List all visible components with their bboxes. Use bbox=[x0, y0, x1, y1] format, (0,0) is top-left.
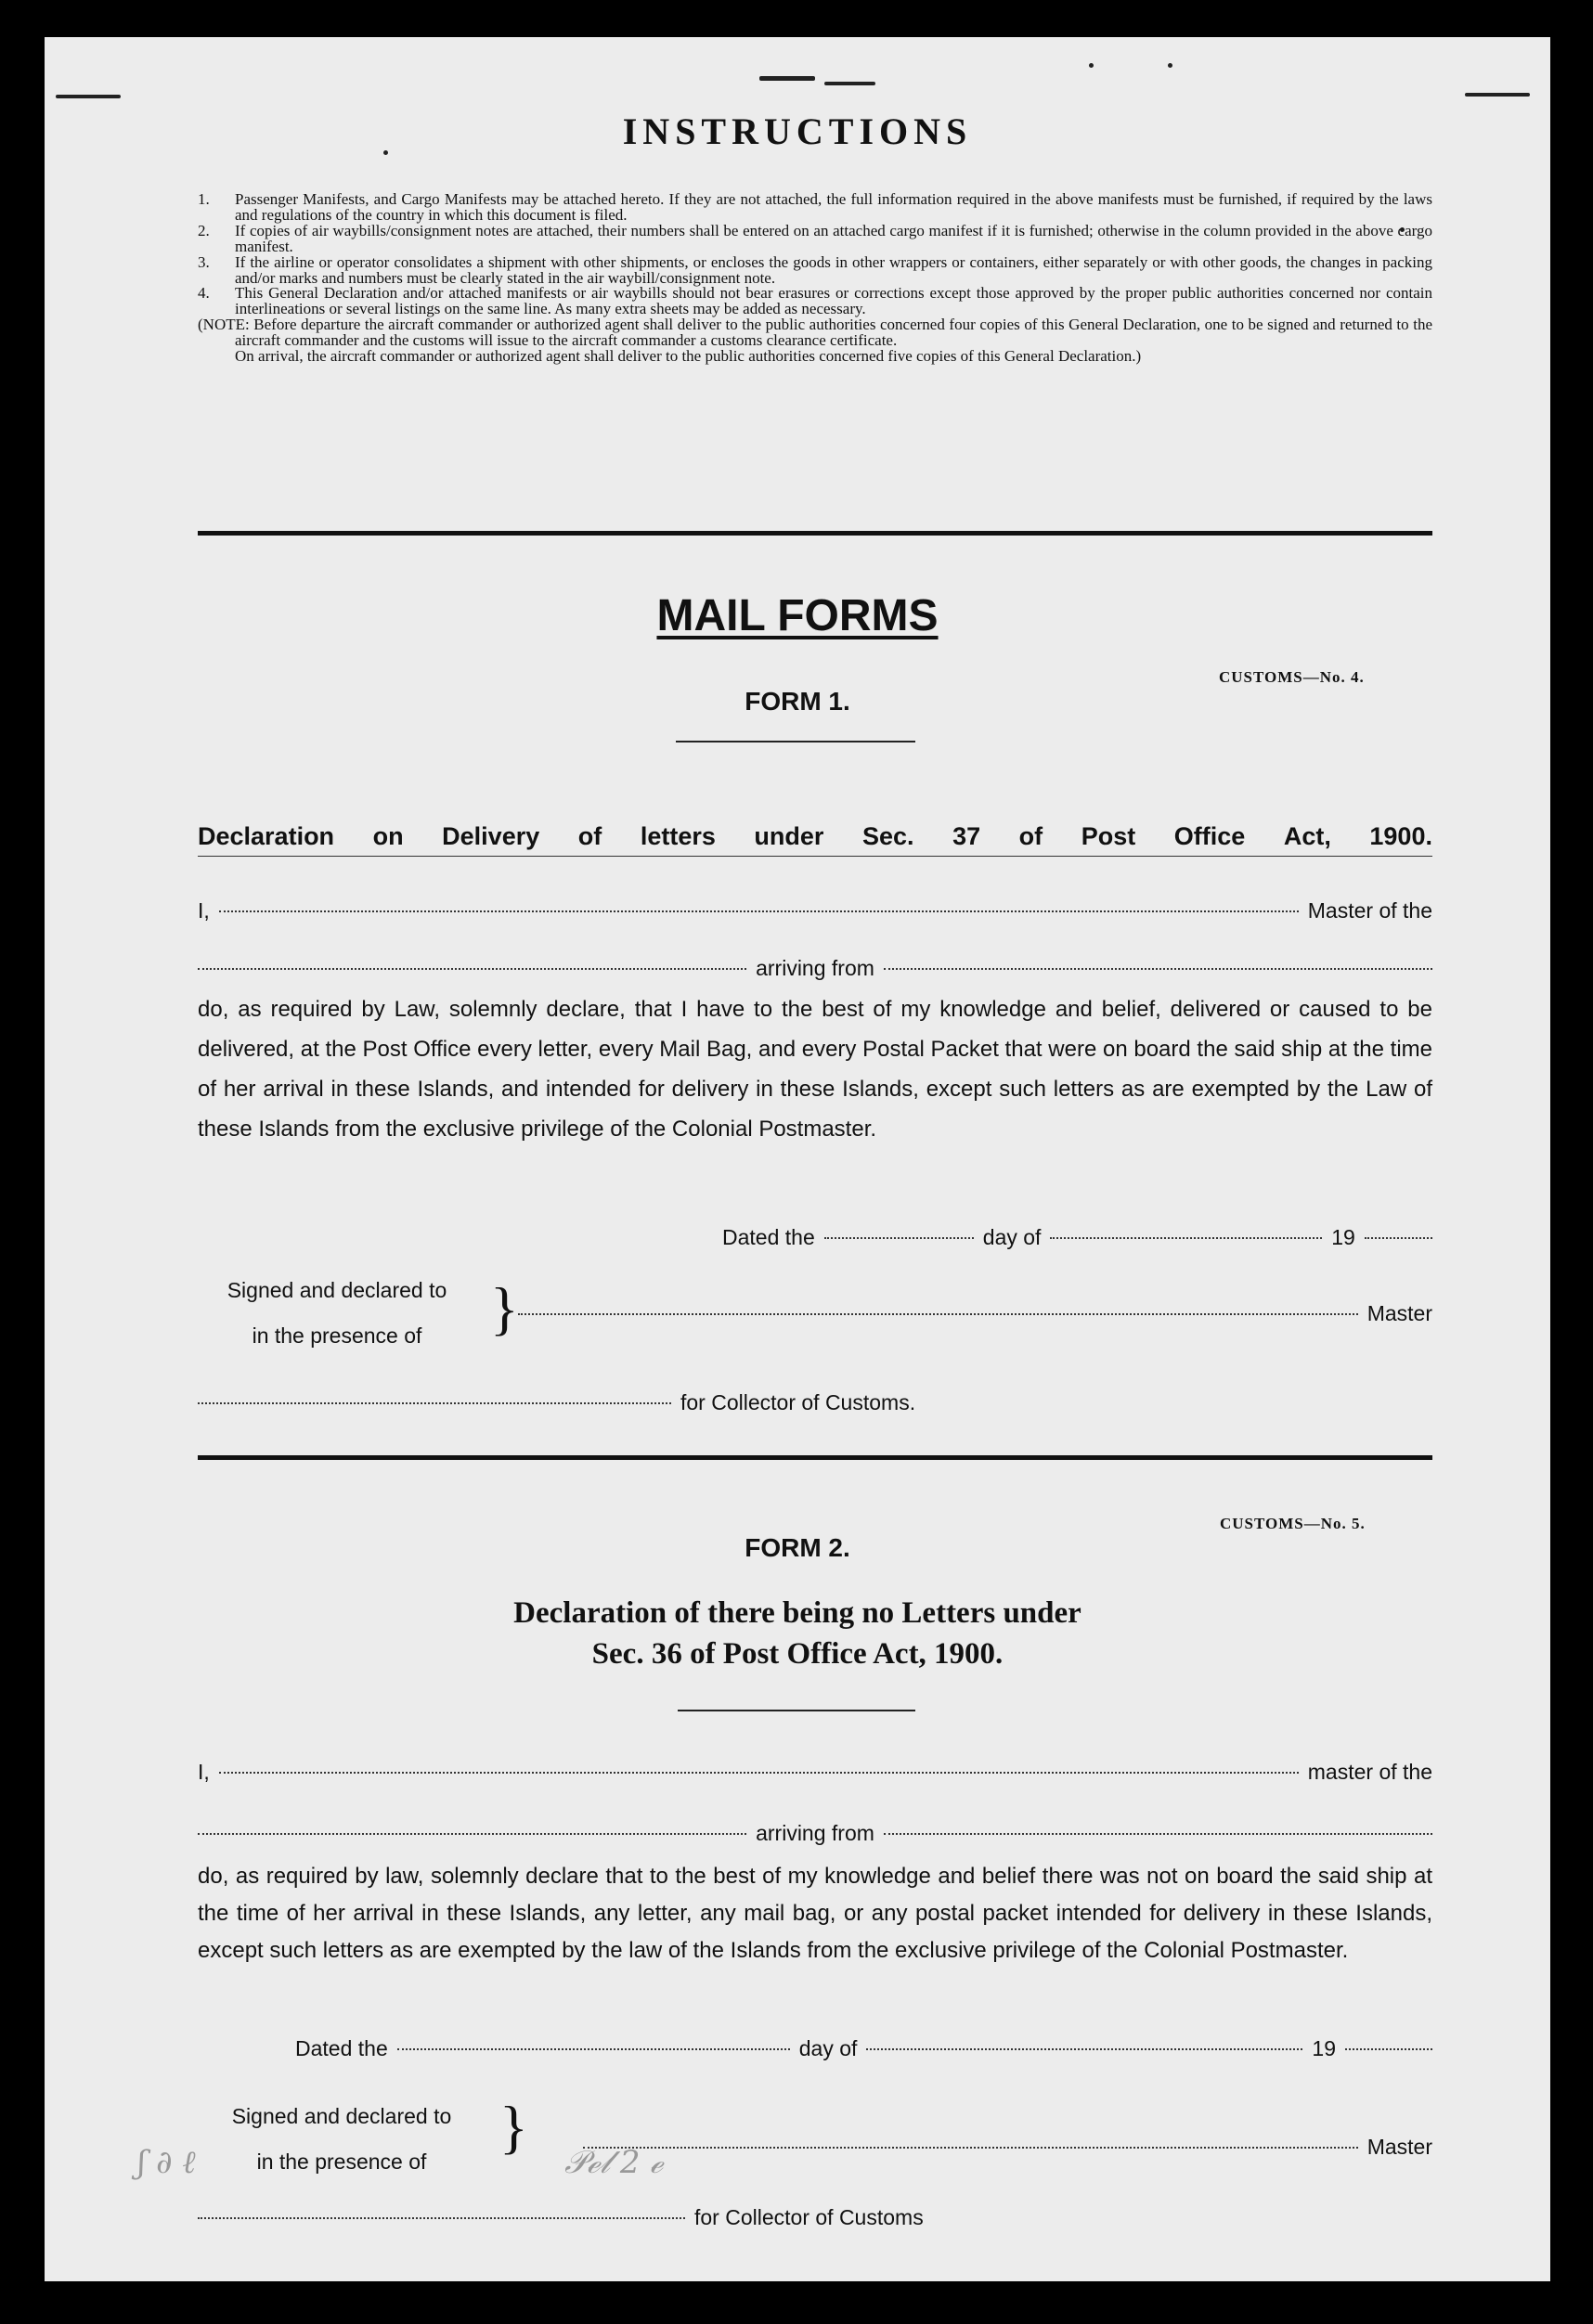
form1-title: FORM 1. bbox=[745, 687, 850, 716]
form2-dated-month-field[interactable] bbox=[866, 2048, 1302, 2050]
ship-name-field[interactable] bbox=[198, 968, 746, 970]
form1-collector-line: for Collector of Customs. bbox=[198, 1390, 1070, 1415]
instruction-item: 4. This General Declaration and/or attached manifests or air waybills should not bear erasures or corrections except those approved by the proper public authorities concerned nor contain interlineations or several listings on the same line. As many extra sheets may be added as necessary. bbox=[198, 284, 1432, 318]
section-divider bbox=[198, 1455, 1432, 1460]
instruction-note: (NOTE: Before departure the aircraft commander or authorized agent shall deliver to the public authorities concerned four copies of this General Declaration, one to be signed and returned to the aircraft commander and the customs will issue to the aircraft commander a customs clearance certificate. bbox=[198, 316, 1432, 350]
form1-dated-month-field[interactable] bbox=[1050, 1237, 1322, 1239]
form2-ship-name-field[interactable] bbox=[198, 1833, 746, 1835]
form1-master-line: I, Master of the bbox=[198, 898, 1432, 923]
instruction-item: 1. Passenger Manifests, and Cargo Manifests may be attached hereto. If they are not attached, the full information required in the above manifests must be furnished, if required by the laws and regulations of the country in which this document is filed. bbox=[198, 190, 1432, 224]
brace-icon: } bbox=[490, 1275, 519, 1341]
form1-dated-year-field[interactable] bbox=[1365, 1237, 1432, 1239]
mail-forms-title: MAIL FORMS bbox=[656, 591, 939, 640]
form2-master-line: I, master of the bbox=[198, 1760, 1432, 1784]
form2-heading: Declaration of there being no Letters under Sec. 36 of Post Office Act, 1900. bbox=[513, 1596, 1081, 1671]
form2-master-signature-field[interactable] bbox=[583, 2147, 1358, 2149]
form2-dated-line: Dated the day of 19 bbox=[295, 2036, 1432, 2061]
scan-mark bbox=[824, 82, 875, 85]
scan-mark bbox=[759, 76, 815, 81]
form2-arriving-from-field[interactable] bbox=[884, 1833, 1432, 1835]
instruction-item: 2. If copies of air waybills/consignment notes are attached, their numbers shall be entered on an attached cargo manifest if it is furnished; otherwise in the column provided in the above cargo manifest. bbox=[198, 221, 1432, 255]
form1-title-rule bbox=[676, 741, 915, 742]
form1-collector-signature-field[interactable] bbox=[198, 1402, 671, 1404]
instructions-list bbox=[198, 192, 1432, 365]
form2-body: do, as required by law, solemnly declare that to the best of my knowledge and belief there was not on board the said ship at the time of her arrival in these Islands, any letter, any mail bag, or any postal packet intended for delivery in these Islands, except such letters as are exempted by the law of the Islands from the exclusive privilege of the Colonial Postmaster. bbox=[198, 1864, 1432, 1963]
section-divider bbox=[198, 531, 1432, 536]
form2-title-rule bbox=[678, 1710, 915, 1711]
form2-customs-number: CUSTOMS—No. 5. bbox=[1220, 1515, 1366, 1532]
form1-master-signature-line: Master bbox=[518, 1301, 1432, 1326]
form2-dated-day-field[interactable] bbox=[397, 2048, 790, 2050]
instruction-item: 3. If the airline or operator consolidates a shipment with other shipments, or encloses the goods in other wrappers or containers, either separately or with other goods, the changes in packing and/or marks and numbers must be clearly stated in the air waybill/consignment note. bbox=[198, 252, 1432, 287]
instructions-title: INSTRUCTIONS bbox=[622, 110, 973, 152]
form1-heading-rule bbox=[198, 856, 1432, 857]
handwritten-signature-mark: ʃ ∂ ℓ bbox=[137, 2144, 196, 2181]
document-page bbox=[45, 37, 1550, 2281]
arriving-from-field[interactable] bbox=[884, 968, 1432, 970]
form2-master-signature-line: Master bbox=[583, 2135, 1432, 2160]
form1-master-signature-field[interactable] bbox=[518, 1313, 1358, 1315]
master-name-field[interactable] bbox=[219, 910, 1299, 912]
instruction-note-arrival: On arrival, the aircraft commander or authorized agent shall deliver to the public authorities concerned five copies of this General Declaration.) bbox=[235, 347, 1142, 366]
form1-declaration-heading: Declaration on Delivery of letters under Sec. 37 of Post Office Act, 1900. bbox=[198, 822, 1432, 850]
form1-signed-label: Signed and declared to in the presence of bbox=[227, 1278, 447, 1348]
handwritten-signature-mark: 𝒫ℯ𝓁 2 ℯ bbox=[564, 2144, 663, 2181]
form1-arriving-line: arriving from bbox=[198, 956, 1432, 981]
form1-customs-number: CUSTOMS—No. 4. bbox=[1219, 668, 1365, 686]
scan-mark bbox=[1168, 63, 1172, 68]
form1-dated-line: Dated the day of 19 bbox=[722, 1225, 1432, 1250]
scan-mark bbox=[1089, 63, 1094, 68]
form2-collector-line: for Collector of Customs bbox=[198, 2205, 1033, 2230]
form2-signed-label: Signed and declared to in the presence of bbox=[231, 2104, 452, 2174]
form1-body: do, as required by Law, solemnly declare, that I have to the best of my knowledge and belief, delivered or caused to be delivered, at the Post Office every letter, every Mail Bag, and every Postal Packet that were on board the said ship at the time of her arrival in these Islands, and intended for delivery in these Islands, except such letters as are exempted by the Law of these Islands from the exclusive privilege of the Colonial Postmaster. bbox=[198, 997, 1432, 1142]
form2-title: FORM 2. bbox=[745, 1533, 850, 1562]
form2-collector-signature-field[interactable] bbox=[198, 2217, 685, 2219]
form2-dated-year-field[interactable] bbox=[1345, 2048, 1432, 2050]
brace-icon: } bbox=[499, 2094, 528, 2160]
scan-mark bbox=[1465, 93, 1530, 97]
form2-arriving-line: arriving from bbox=[198, 1821, 1432, 1846]
form2-master-name-field[interactable] bbox=[219, 1772, 1299, 1774]
scan-mark bbox=[56, 95, 121, 98]
form1-dated-day-field[interactable] bbox=[824, 1237, 974, 1239]
